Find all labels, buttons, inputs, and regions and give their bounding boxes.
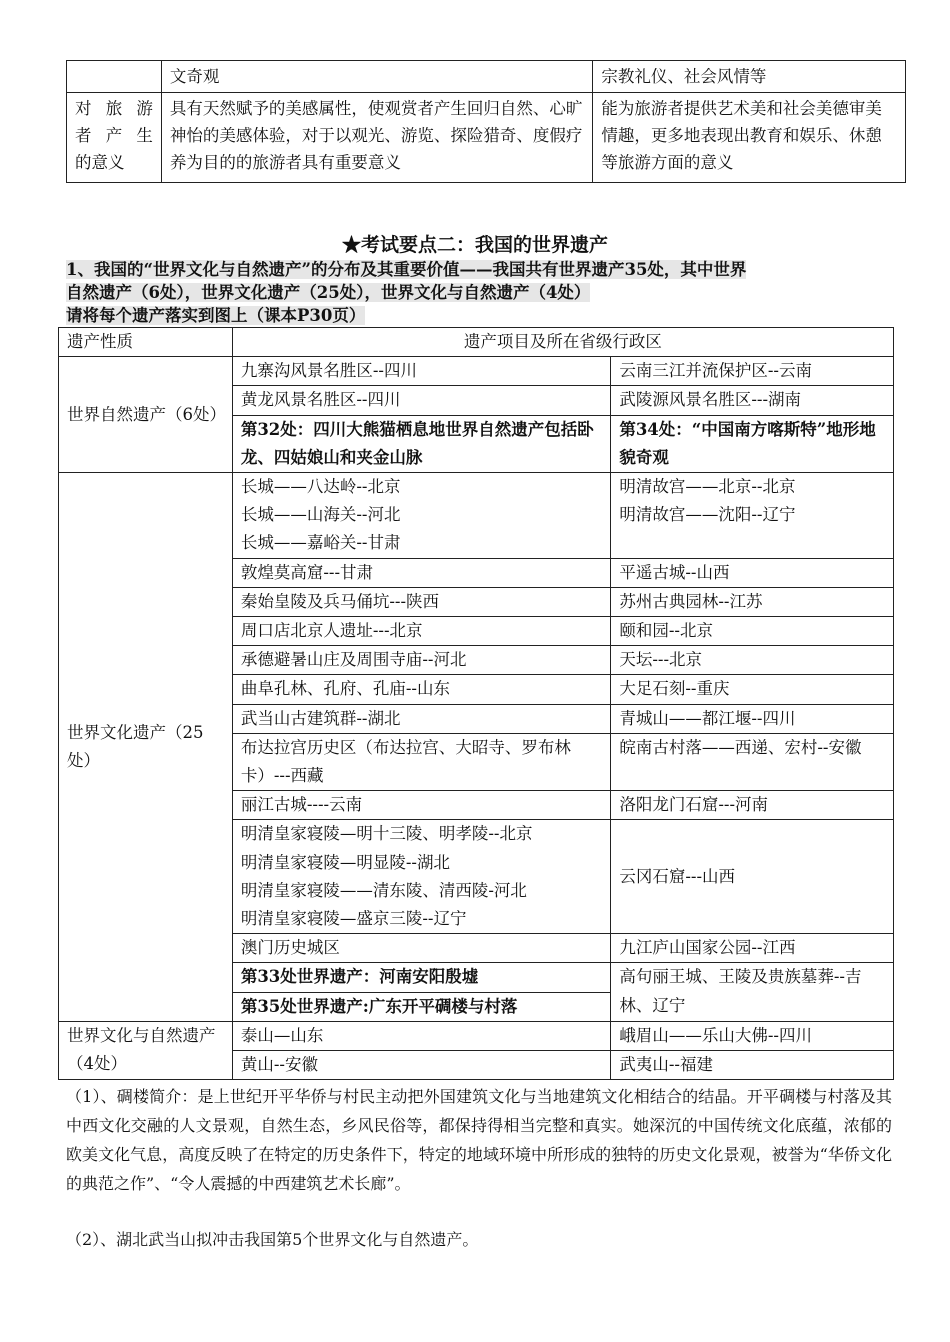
table-header-row	[59, 328, 894, 357]
row-label-line: 者产生	[75, 126, 153, 145]
table-cell: 敦煌莫高窟---甘肃	[232, 558, 611, 587]
intro-line	[66, 281, 896, 304]
table-row	[59, 473, 894, 559]
table-cell: 颐和园--北京	[611, 617, 894, 646]
table-row	[67, 61, 906, 93]
table-cell	[611, 473, 894, 559]
cell-line: 明清故宫——沈阳--辽宁	[619, 505, 796, 525]
row-label-line: 的意义	[75, 153, 125, 172]
table-cell: 武陵源风景名胜区---湖南	[611, 386, 894, 415]
category-cell: 世界文化与自然遗产（4处）	[59, 1021, 233, 1079]
table-cell: 布达拉宫历史区（布达拉宫、大昭寺、罗布林卡）---西藏	[232, 733, 611, 790]
cell-line: 明清故宫——北京--北京	[619, 477, 796, 497]
cell-line: 明清皇家寝陵—明显陵--湖北	[240, 852, 450, 872]
table-cell: 皖南古村落——西递、宏村--安徽	[611, 733, 894, 790]
row-label-line: 对旅游	[75, 99, 153, 118]
table-cell: 云冈石窟---山西	[611, 820, 894, 934]
intro-line	[66, 258, 896, 281]
cell-line: 长城——山海关--河北	[240, 505, 401, 525]
table-cell: 澳门历史城区	[232, 934, 611, 963]
table-cell: 武当山古建筑群--湖北	[232, 704, 611, 733]
section-title: ★考试要点二：我国的世界遗产	[341, 234, 608, 256]
table-cell: 周口店北京人遗址---北京	[232, 617, 611, 646]
header-cell: 遗产性质	[59, 328, 233, 357]
table-cell	[232, 820, 611, 934]
row-label-cell	[67, 93, 162, 183]
table-cell: 黄山--安徽	[232, 1051, 611, 1080]
cultural-significance-cell: 能为旅游者提供艺术美和社会美德审美情趣，更多地表现出教育和娱乐、休憩等旅游方面的意义	[593, 93, 906, 183]
heritage-table	[58, 327, 894, 1080]
table-cell: 大足石刻--重庆	[611, 675, 894, 704]
table-cell: 泰山—山东	[232, 1021, 611, 1050]
table-cell: 第33处世界遗产：河南安阳殷墟	[232, 963, 611, 992]
cell-line: 明清皇家寝陵—盛京三陵--辽宁	[240, 909, 467, 929]
table-cell: 武夷山--福建	[611, 1051, 894, 1080]
cell-line: 明清皇家寝陵——清东陵、清西陵-河北	[240, 880, 527, 900]
table-cell: 苏州古典园林--江苏	[611, 587, 894, 616]
natural-significance-cell: 具有天然赋予的美感属性，使观赏者产生回归自然、心旷神怡的美感体验，对于以观光、游览、探险猎奇、度假疗养为目的的旅游者具有重要意义	[161, 93, 592, 183]
table-cell: 丽江古城----云南	[232, 791, 611, 820]
category-cell: 世界自然遗产（6处）	[59, 357, 233, 473]
header-cell: 遗产项目及所在省级行政区	[232, 328, 893, 357]
top-comparison-table	[66, 60, 906, 183]
table-row	[67, 93, 906, 183]
cell-line: 长城——八达岭--北京	[240, 477, 401, 497]
table-cell: 第32处：四川大熊猫栖息地世界自然遗产包括卧龙、四姑娘山和夹金山脉	[232, 415, 611, 472]
table-cell: 九江庐山国家公园--江西	[611, 934, 894, 963]
table-cell: 云南三江并流保护区--云南	[611, 357, 894, 386]
intro-text: 自然遗产（6处），世界文化遗产（25处），世界文化与自然遗产（4处）	[66, 283, 591, 302]
table-cell	[67, 61, 162, 93]
table-row	[59, 357, 894, 386]
cell-line: 明清皇家寝陵—明十三陵、明孝陵--北京	[240, 824, 533, 844]
intro-text: 请将每个遗产落实到图上（课本P30页）	[66, 306, 366, 325]
table-cell: 九寨沟风景名胜区--四川	[232, 357, 611, 386]
table-cell: 高句丽王城、王陵及贵族墓葬--吉林、辽宁	[611, 963, 894, 1021]
table-cell: 天坛---北京	[611, 646, 894, 675]
note-paragraph: （1）、碉楼简介：是上世纪开平华侨与村民主动把外国建筑文化与当地建筑文化相结合的结晶。开平碉楼与村落及其中西文化交融的人文景观，自然生态，乡风民俗等，都保持得相当完整和真实。她深沉的中国传统文化底蕴，浓郁的欧美文化气息，高度反映了在特定的历史条件下，特定的地域环境中所形成的独特的历史文化景观，被誉为“华侨文化的典范之作”、“令人震撼的中西建筑艺术长廊”。	[66, 1087, 892, 1193]
table-cell: 青城山——都江堰--四川	[611, 704, 894, 733]
table-cell: 平遥古城--山西	[611, 558, 894, 587]
table-cell: 洛阳龙门石窟---河南	[611, 791, 894, 820]
table-cell: 秦始皇陵及兵马俑坑---陕西	[232, 587, 611, 616]
table-cell: 黄龙风景名胜区--四川	[232, 386, 611, 415]
note-paragraph: （2）、湖北武当山拟冲击我国第5个世界文化与自然遗产。	[66, 1230, 479, 1249]
cell-line: 长城——嘉峪关--甘肃	[240, 533, 401, 553]
table-row	[59, 1021, 894, 1050]
table-cell: 第35处世界遗产:广东开平碉楼与村落	[232, 992, 611, 1021]
table-cell: 文奇观	[161, 61, 592, 93]
table-cell: 第34处：“中国南方喀斯特”地形地貌奇观	[611, 415, 894, 472]
table-cell: 承德避暑山庄及周围寺庙--河北	[232, 646, 611, 675]
intro-line	[66, 304, 896, 327]
table-cell: 峨眉山——乐山大佛--四川	[611, 1021, 894, 1050]
table-cell	[232, 473, 611, 559]
intro-text: 1、我国的“世界文化与自然遗产”的分布及其重要价值——我国共有世界遗产35处，其中世界	[66, 260, 747, 279]
table-cell: 宗教礼仪、社会风情等	[593, 61, 906, 93]
category-cell: 世界文化遗产（25处）	[59, 473, 233, 1022]
table-cell: 曲阜孔林、孔府、孔庙--山东	[232, 675, 611, 704]
